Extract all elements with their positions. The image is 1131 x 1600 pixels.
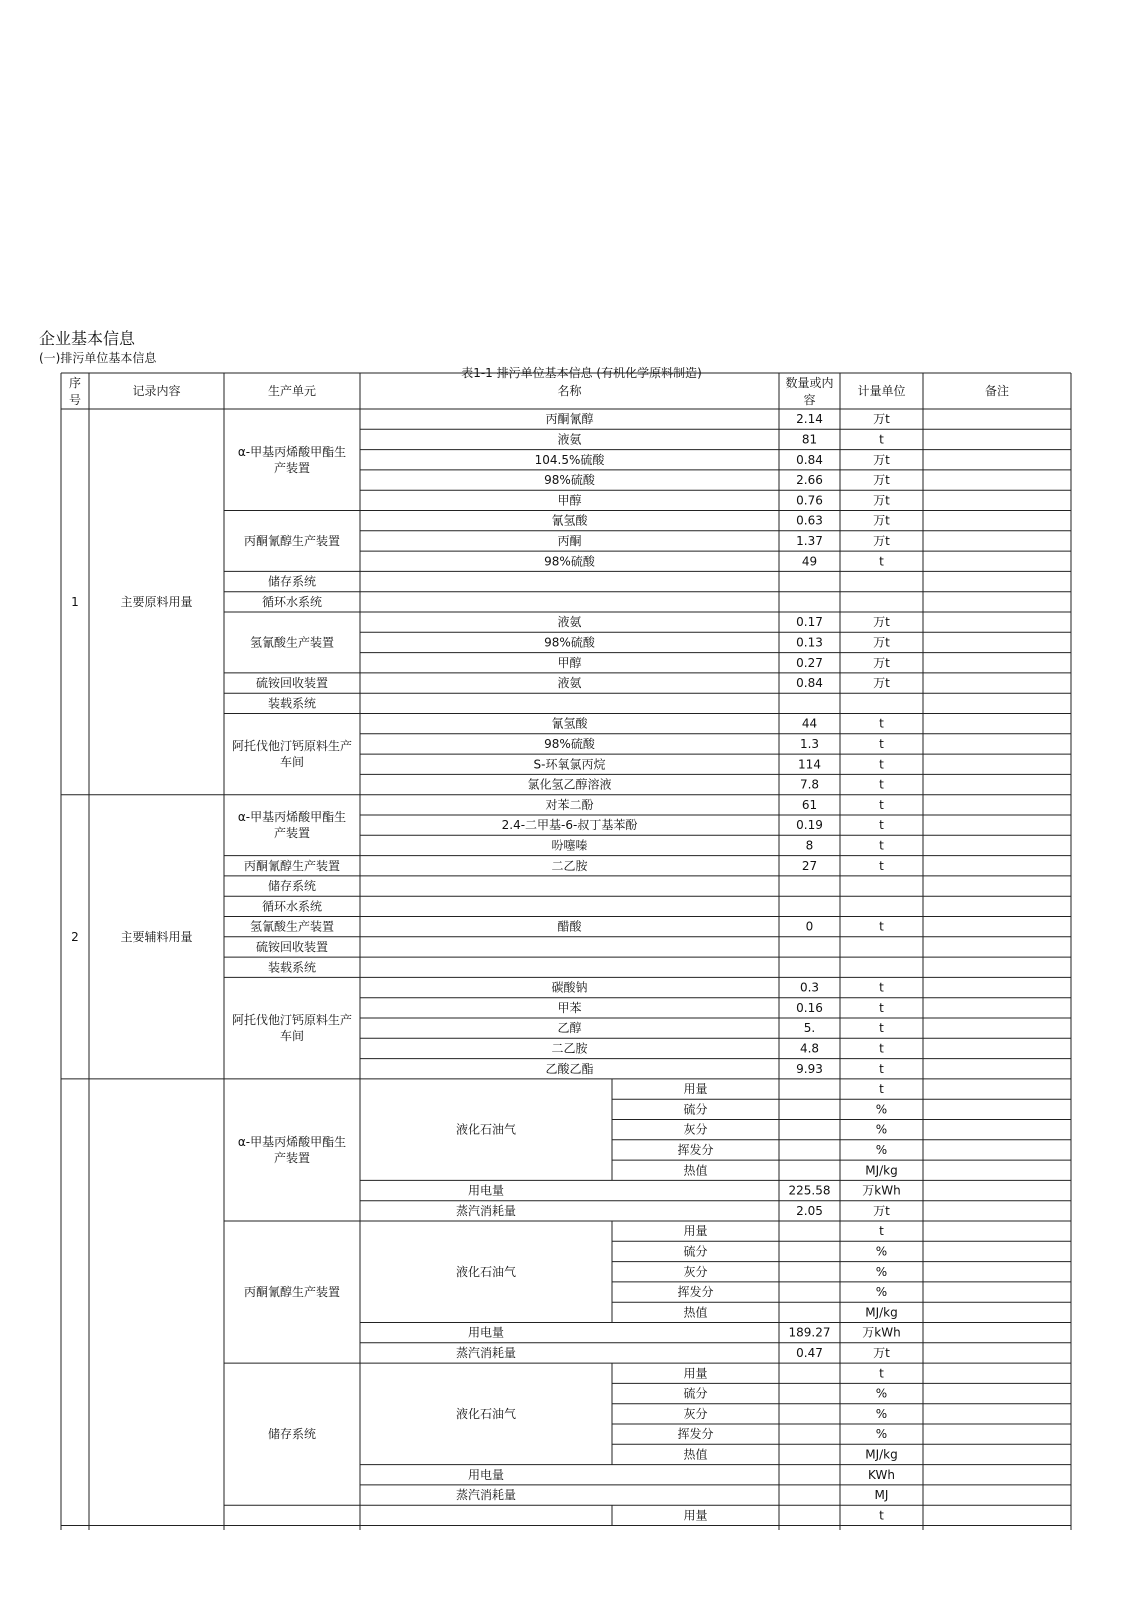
material-value: 0.63: [796, 513, 823, 528]
fuel-item: 硫分: [683, 1244, 708, 1259]
fuel-unit: %: [875, 1122, 888, 1137]
table-title: 表1-1 排污单位基本信息 (有机化学原料制造): [461, 366, 702, 380]
material-value: 27: [801, 858, 818, 873]
header-cell: 生产单元: [267, 384, 317, 398]
material-name: 醋酸: [557, 919, 582, 934]
production-unit: 装载系统: [267, 696, 317, 711]
production-unit: 硫铵回收装置: [255, 676, 329, 691]
material-value: 2.14: [796, 412, 823, 427]
material-value: 0.27: [796, 655, 823, 670]
fuel-unit: t: [879, 1366, 884, 1381]
material-name: 2.4-二甲基-6-叔丁基苯酚: [501, 818, 638, 833]
fuel-unit: %: [875, 1264, 888, 1279]
consumption-name: 蒸汽消耗量: [455, 1345, 517, 1360]
fuel-unit: %: [875, 1427, 888, 1442]
material-unit: t: [879, 838, 884, 853]
fuel-unit: t: [879, 1082, 884, 1097]
material-unit: t: [879, 818, 884, 833]
consumption-unit: 万t: [873, 1345, 890, 1360]
material-value: 0.84: [796, 452, 823, 467]
fuel-unit: MJ/kg: [865, 1447, 898, 1462]
material-value: 0.17: [796, 615, 823, 630]
header-cell: 备注: [984, 384, 1010, 398]
header-cell-no: 序: [68, 376, 82, 390]
material-unit: t: [879, 1021, 884, 1036]
material-name: 二乙胺: [551, 1041, 588, 1056]
fuel-item: 用量: [683, 1366, 708, 1381]
material-value: 1.37: [796, 533, 823, 548]
fuel-name: 液化石油气: [455, 1406, 517, 1421]
header-cell-no: 号: [68, 393, 82, 407]
material-value: 0: [805, 919, 814, 934]
material-name: 吩噻嗪: [551, 838, 588, 853]
fuel-unit: %: [875, 1285, 888, 1300]
fuel-unit: %: [875, 1102, 888, 1117]
material-value: 0.13: [796, 635, 823, 650]
fuel-item: 硫分: [683, 1386, 708, 1401]
material-unit: 万t: [873, 533, 890, 548]
consumption-unit: 万kWh: [862, 1325, 901, 1340]
material-unit: 万t: [873, 452, 890, 467]
material-value: 49: [801, 554, 818, 569]
material-unit: t: [879, 1041, 884, 1056]
fuel-unit: %: [875, 1142, 888, 1157]
production-unit: 丙酮氰醇生产装置: [243, 533, 341, 548]
material-unit: 万t: [873, 412, 890, 427]
header-cell: 计量单位: [857, 384, 906, 398]
production-unit: 产装置: [273, 1150, 311, 1165]
material-value: 5.: [803, 1021, 816, 1036]
material-value: 81: [801, 432, 818, 447]
fuel-item: 灰分: [683, 1406, 708, 1421]
document-heading: 企业基本信息: [39, 329, 136, 348]
material-value: 1.3: [799, 736, 820, 751]
consumption-unit: 万t: [873, 1203, 890, 1218]
production-unit: 产装置: [273, 826, 311, 841]
material-name: 对苯二酚: [545, 797, 594, 812]
consumption-name: 用电量: [467, 1183, 505, 1198]
fuel-item: 热值: [683, 1447, 708, 1462]
fuel-name: 液化石油气: [455, 1122, 517, 1137]
material-unit: 万t: [873, 615, 890, 630]
consumption-unit: MJ: [874, 1488, 889, 1503]
material-value: 61: [801, 797, 818, 812]
fuel-unit: t: [879, 1224, 884, 1239]
material-name: 98%硫酸: [544, 736, 595, 751]
material-value: 0.76: [796, 493, 823, 508]
production-unit: 循环水系统: [261, 899, 323, 914]
consumption-unit: 万kWh: [862, 1183, 901, 1198]
fuel-name: 液化石油气: [455, 1264, 517, 1279]
section-number: 2: [71, 929, 79, 944]
material-value: 4.8: [799, 1041, 820, 1056]
material-unit: t: [879, 1061, 884, 1076]
material-value: 0.16: [796, 1000, 823, 1015]
material-unit: t: [879, 980, 884, 995]
material-unit: t: [879, 716, 884, 731]
material-value: 0.19: [796, 818, 823, 833]
fuel-item: 用量: [683, 1082, 708, 1097]
fuel-item: 挥发分: [677, 1142, 714, 1157]
material-name: 液氨: [557, 615, 582, 630]
material-name: 丙酮氰醇: [545, 412, 594, 427]
fuel-item: 热值: [683, 1305, 708, 1320]
consumption-name: 用电量: [467, 1325, 505, 1340]
production-unit: α-甲基丙烯酸甲酯生: [237, 444, 347, 459]
section-content: 主要辅料用量: [120, 929, 193, 944]
material-unit: t: [879, 1000, 884, 1015]
consumption-value: 225.58: [788, 1183, 831, 1198]
production-unit: 氢氰酸生产装置: [249, 635, 335, 650]
header-cell: 名称: [557, 384, 582, 398]
fuel-item: 硫分: [683, 1102, 708, 1117]
fuel-unit: t: [879, 1508, 884, 1523]
material-unit: 万t: [873, 655, 890, 670]
production-unit: 循环水系统: [261, 594, 323, 609]
fuel-unit: %: [875, 1406, 888, 1421]
production-unit: 丙酮氰醇生产装置: [243, 858, 341, 873]
material-name: 二乙胺: [551, 858, 588, 873]
header-cell-value: 容: [803, 393, 816, 407]
production-unit: 储存系统: [267, 879, 317, 894]
material-unit: t: [879, 797, 884, 812]
production-unit: 氢氰酸生产装置: [249, 919, 335, 934]
material-unit: 万t: [873, 493, 890, 508]
fuel-unit: MJ/kg: [865, 1163, 898, 1178]
production-unit: 阿托伐他汀钙原料生产: [231, 739, 353, 754]
material-name: 甲醇: [557, 655, 582, 670]
material-name: 液氨: [557, 432, 582, 447]
production-unit: 车间: [279, 1029, 305, 1044]
fuel-item: 挥发分: [677, 1427, 714, 1442]
fuel-unit: MJ/kg: [865, 1305, 898, 1320]
production-unit: α-甲基丙烯酸甲酯生: [237, 1134, 347, 1149]
fuel-item: 用量: [683, 1508, 708, 1523]
material-value: 114: [798, 757, 821, 772]
fuel-item: 灰分: [683, 1264, 708, 1279]
fuel-item: 挥发分: [677, 1285, 714, 1300]
fuel-unit: %: [875, 1244, 888, 1259]
material-name: 乙醇: [557, 1021, 582, 1036]
production-unit: α-甲基丙烯酸甲酯生: [237, 810, 347, 825]
production-unit: 储存系统: [267, 574, 317, 589]
section-content: 主要原料用量: [120, 594, 193, 609]
consumption-name: 蒸汽消耗量: [455, 1203, 517, 1218]
material-value: 9.93: [796, 1061, 823, 1076]
material-name: S-环氧氯丙烷: [533, 757, 606, 772]
section-number: 1: [71, 594, 79, 609]
material-unit: 万t: [873, 635, 890, 650]
material-name: 104.5%硫酸: [534, 452, 605, 467]
material-unit: t: [879, 554, 884, 569]
material-value: 8: [805, 838, 814, 853]
production-unit: 装载系统: [267, 960, 317, 975]
material-name: 甲醇: [557, 493, 582, 508]
material-name: 丙酮: [557, 533, 582, 548]
material-value: 44: [801, 716, 818, 731]
consumption-name: 蒸汽消耗量: [455, 1488, 517, 1503]
production-unit: 车间: [279, 755, 305, 770]
material-name: 碳酸钠: [551, 980, 588, 995]
consumption-name: 用电量: [467, 1467, 505, 1482]
material-value: 2.66: [796, 473, 823, 488]
material-unit: t: [879, 919, 884, 934]
fuel-item: 用量: [683, 1224, 708, 1239]
material-name: 98%硫酸: [544, 635, 595, 650]
header-cell-value: 数量或内: [785, 376, 834, 390]
material-name: 氰氢酸: [551, 716, 588, 731]
material-name: 甲苯: [557, 1000, 582, 1015]
document-subheading: (一)排污单位基本信息: [39, 351, 157, 365]
material-unit: t: [879, 757, 884, 772]
production-unit: 储存系统: [267, 1427, 317, 1442]
consumption-unit: KWh: [868, 1467, 895, 1482]
material-unit: 万t: [873, 676, 890, 691]
material-unit: t: [879, 858, 884, 873]
production-unit: 阿托伐他汀钙原料生产: [231, 1013, 353, 1028]
material-value: 7.8: [799, 777, 820, 792]
material-name: 液氨: [557, 676, 582, 691]
material-unit: t: [879, 432, 884, 447]
production-unit: 硫铵回收装置: [255, 939, 329, 954]
production-unit: 丙酮氰醇生产装置: [243, 1285, 341, 1300]
consumption-value: 189.27: [788, 1325, 831, 1340]
material-value: 0.84: [796, 676, 823, 691]
header-cell: 记录内容: [132, 384, 181, 398]
consumption-value: 0.47: [796, 1345, 823, 1360]
material-name: 氯化氢乙醇溶液: [527, 777, 612, 792]
material-value: 0.3: [799, 980, 820, 995]
material-unit: 万t: [873, 473, 890, 488]
consumption-value: 2.05: [796, 1203, 823, 1218]
material-name: 乙酸乙酯: [545, 1061, 594, 1076]
production-unit: 产装置: [273, 460, 311, 475]
material-unit: t: [879, 736, 884, 751]
material-unit: t: [879, 777, 884, 792]
fuel-item: 热值: [683, 1163, 708, 1178]
fuel-unit: %: [875, 1386, 888, 1401]
material-name: 98%硫酸: [544, 473, 595, 488]
fuel-item: 灰分: [683, 1122, 708, 1137]
material-name: 98%硫酸: [544, 554, 595, 569]
material-unit: 万t: [873, 513, 890, 528]
material-name: 氰氢酸: [551, 513, 588, 528]
